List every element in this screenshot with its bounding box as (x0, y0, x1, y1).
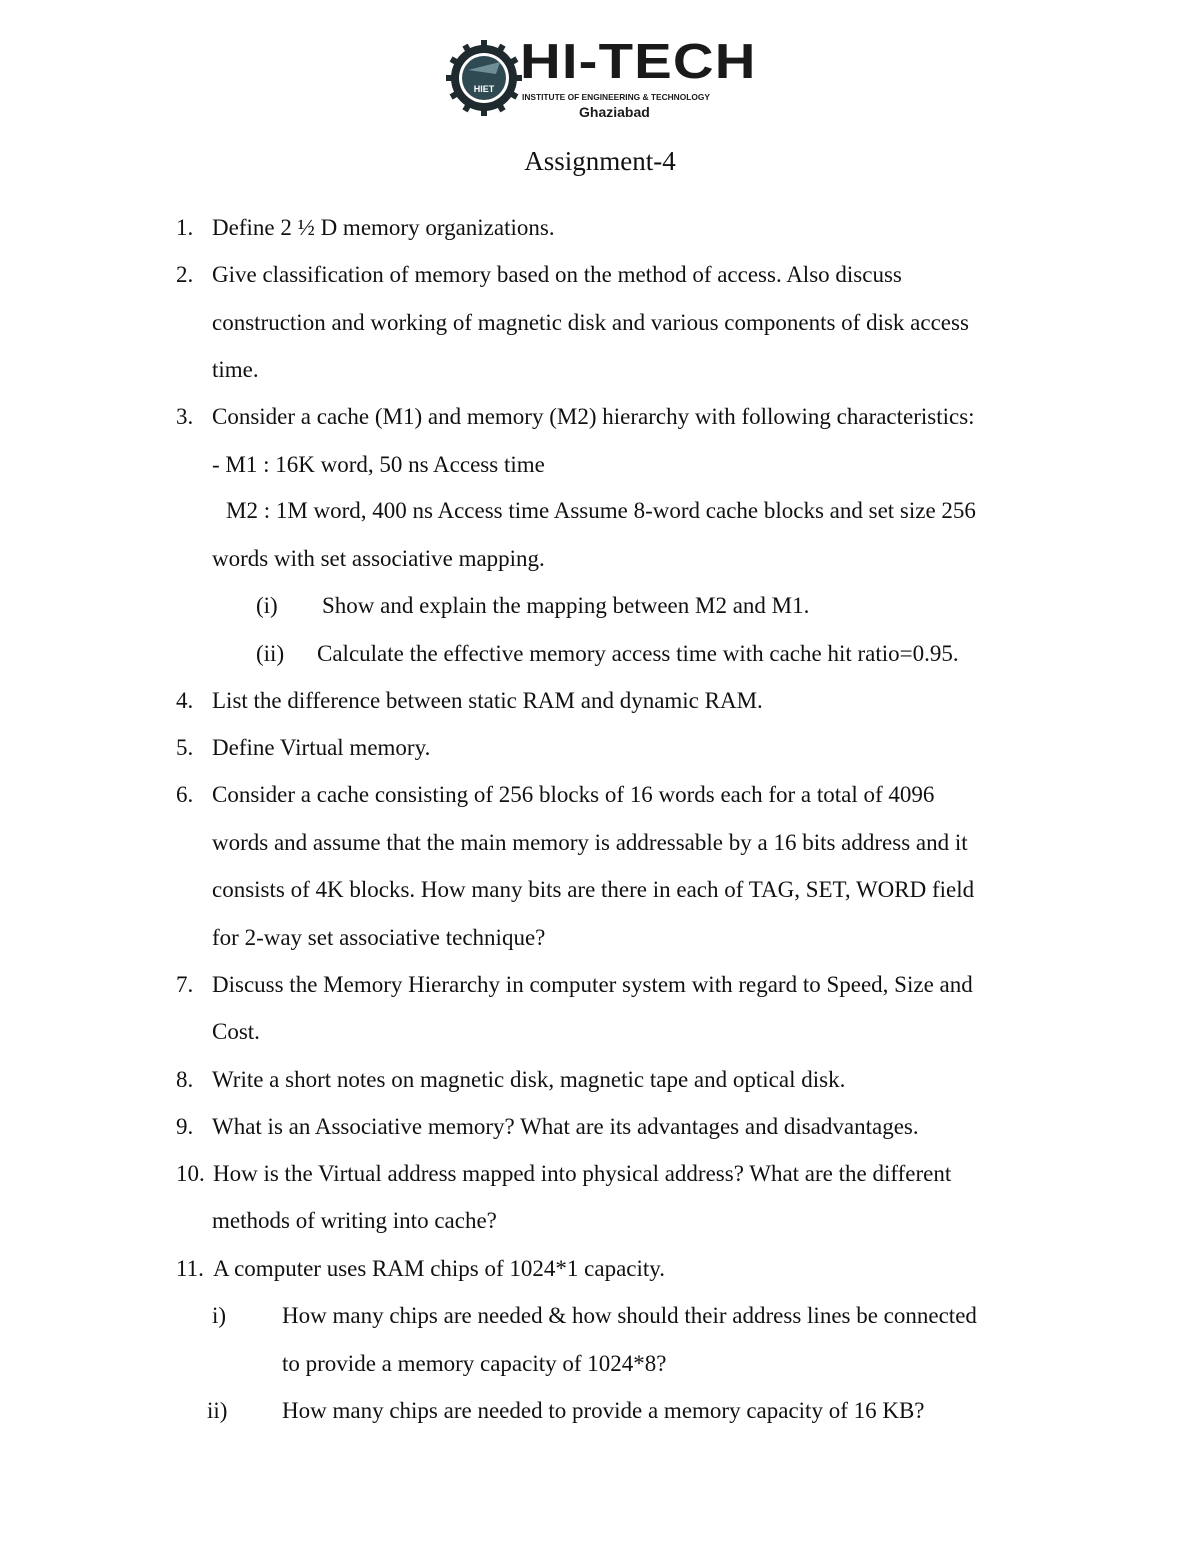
question-text: words and assume that the main memory is addressable by a 16 bits address and it (212, 830, 968, 855)
brand-subtitle: INSTITUTE OF ENGINEERING & TECHNOLOGY (522, 92, 710, 102)
question-text: Write a short notes on magnetic disk, magnetic tape and optical disk. (212, 1067, 846, 1092)
subquestion-number: i) (212, 1303, 227, 1328)
question-text: Cost. (212, 1019, 260, 1044)
question-text: Define Virtual memory. (212, 735, 431, 760)
question-number: 5. (176, 735, 194, 760)
question-text: Define 2 ½ D memory organizations. (212, 215, 555, 240)
question-text: time. (212, 357, 259, 382)
subquestion-number: ii) (207, 1398, 228, 1423)
question-text: consists of 4K blocks. How many bits are there in each of TAG, SET, WORD field (212, 877, 975, 902)
question-number: 8. (176, 1067, 194, 1092)
question-number: 4. (176, 688, 194, 713)
subquestion-text: Calculate the effective memory access time with cache hit ratio=0.95. (317, 641, 959, 666)
question-number: 10. (176, 1161, 205, 1186)
svg-text:HIET: HIET (473, 84, 495, 94)
page-title: Assignment-4 (524, 146, 676, 176)
subquestion-number: (i) (256, 593, 278, 618)
question-text: - M1 : 16K word, 50 ns Access time (212, 452, 545, 477)
question-text: Consider a cache (M1) and memory (M2) hierarchy with following characteristics: (212, 404, 975, 429)
question-text: Discuss the Memory Hierarchy in computer system with regard to Speed, Size and (212, 972, 973, 997)
question-number: 9. (176, 1114, 194, 1139)
brand-location: Ghaziabad (579, 104, 650, 120)
question-number: 1. (176, 215, 194, 240)
question-number: 6. (176, 782, 194, 807)
question-text: How is the Virtual address mapped into physical address? What are the different (213, 1161, 952, 1186)
subquestion-text: Show and explain the mapping between M2 and M1. (322, 593, 810, 618)
subquestion-text: to provide a memory capacity of 1024*8? (282, 1351, 667, 1376)
gear-emblem-icon (446, 40, 522, 116)
question-text: M2 : 1M word, 400 ns Access time Assume 8-word cache blocks and set size 256 (226, 498, 976, 523)
question-number: 11. (176, 1256, 204, 1281)
question-text: words with set associative mapping. (212, 546, 545, 571)
question-text: A computer uses RAM chips of 1024*1 capacity. (213, 1256, 666, 1281)
question-text: for 2-way set associative technique? (212, 925, 546, 950)
institute-logo (446, 35, 766, 124)
brand-name: HI-TECH (520, 35, 757, 89)
question-text: methods of writing into cache? (212, 1208, 497, 1233)
question-text: Consider a cache consisting of 256 blocks of 16 words each for a total of 4096 (212, 782, 935, 807)
subquestion-text: How many chips are needed & how should their address lines be connected (282, 1303, 977, 1328)
question-text: List the difference between static RAM and dynamic RAM. (212, 688, 763, 713)
question-text: Give classification of memory based on the method of access. Also discuss (212, 262, 902, 287)
subquestion-text: How many chips are needed to provide a memory capacity of 16 KB? (282, 1398, 925, 1423)
question-number: 7. (176, 972, 194, 997)
question-text: construction and working of magnetic disk and various components of disk access (212, 310, 969, 335)
question-number: 2. (176, 262, 194, 287)
subquestion-number: (ii) (256, 641, 285, 666)
question-text: What is an Associative memory? What are its advantages and disadvantages. (212, 1114, 919, 1139)
question-number: 3. (176, 404, 194, 429)
